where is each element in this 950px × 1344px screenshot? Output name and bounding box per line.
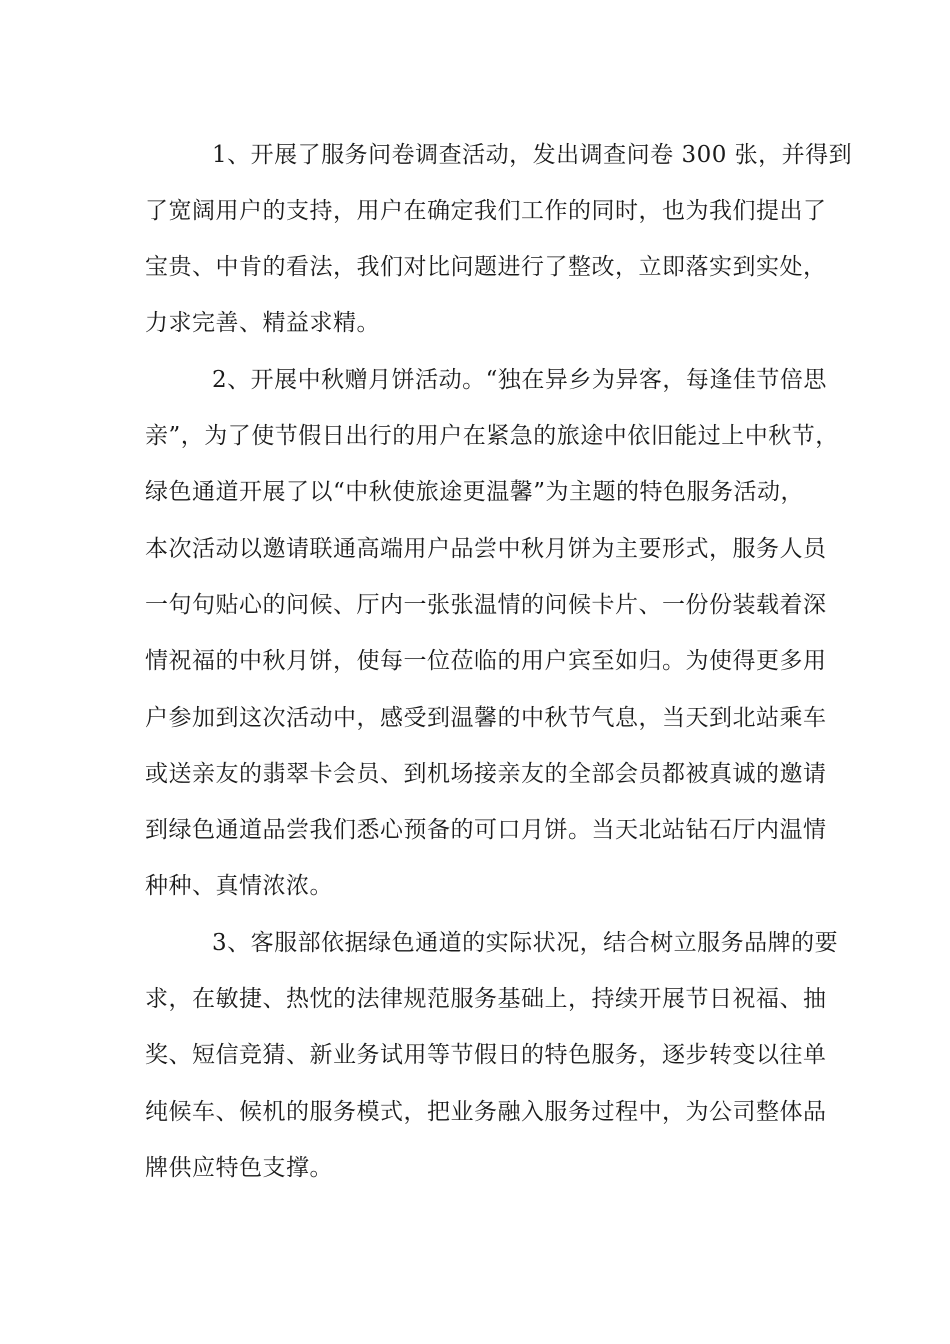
paragraph-1-line-1: 1、开展了服务问卷调查活动，发出调查问卷 300 张，并得到: [212, 142, 853, 168]
paragraph-3-line-5: 牌供应特色支撑。: [145, 1155, 333, 1181]
paragraph-3-line-4: 纯候车、候机的服务模式，把业务融入服务过程中，为公司整体品: [145, 1099, 827, 1125]
paragraph-1-line-2: 了宽阔用户的支持，用户在确定我们工作的同时，也为我们提出了: [145, 198, 827, 224]
paragraph-2-line-4: 本次活动以邀请联通高端用户品尝中秋月饼为主要形式，服务人员: [145, 536, 827, 562]
paragraph-2-line-2: 亲”，为了使节假日出行的用户在紧急的旅途中依旧能过上中秋节，: [145, 423, 839, 449]
paragraph-3-line-3: 奖、短信竞猜、新业务试用等节假日的特色服务，逐步转变以往单: [145, 1042, 827, 1068]
paragraph-3-line-2: 求，在敏捷、热忱的法律规范服务基础上，持续开展节日祝福、抽: [145, 986, 827, 1012]
paragraph-2-line-10: 种种、真情浓浓。: [145, 873, 333, 899]
paragraph-2-line-7: 户参加到这次活动中，感受到温馨的中秋节气息，当天到北站乘车: [145, 705, 827, 731]
paragraph-2-line-8: 或送亲友的翡翠卡会员、到机场接亲友的全部会员都被真诚的邀请: [145, 761, 827, 787]
paragraph-2-line-1: 2、开展中秋赠月饼活动。“独在异乡为异客，每逢佳节倍思: [212, 367, 827, 393]
paragraph-3-line-1: 3、客服部依据绿色通道的实际状况，结合树立服务品牌的要: [212, 930, 839, 956]
paragraph-1-line-4: 力求完善、精益求精。: [145, 310, 380, 336]
paragraph-2-line-5: 一句句贴心的问候、厅内一张张温情的问候卡片、一份份装载着深: [145, 592, 827, 618]
paragraph-2-line-9: 到绿色通道品尝我们悉心预备的可口月饼。当天北站钻石厅内温情: [145, 817, 827, 843]
paragraph-1-line-3: 宝贵、中肯的看法，我们对比问题进行了整改，立即落实到实处，: [145, 254, 827, 280]
paragraph-2-line-6: 情祝福的中秋月饼，使每一位莅临的用户宾至如归。为使得更多用: [145, 648, 827, 674]
paragraph-2-line-3: 绿色通道开展了以“中秋使旅途更温馨”为主题的特色服务活动，: [145, 479, 805, 505]
